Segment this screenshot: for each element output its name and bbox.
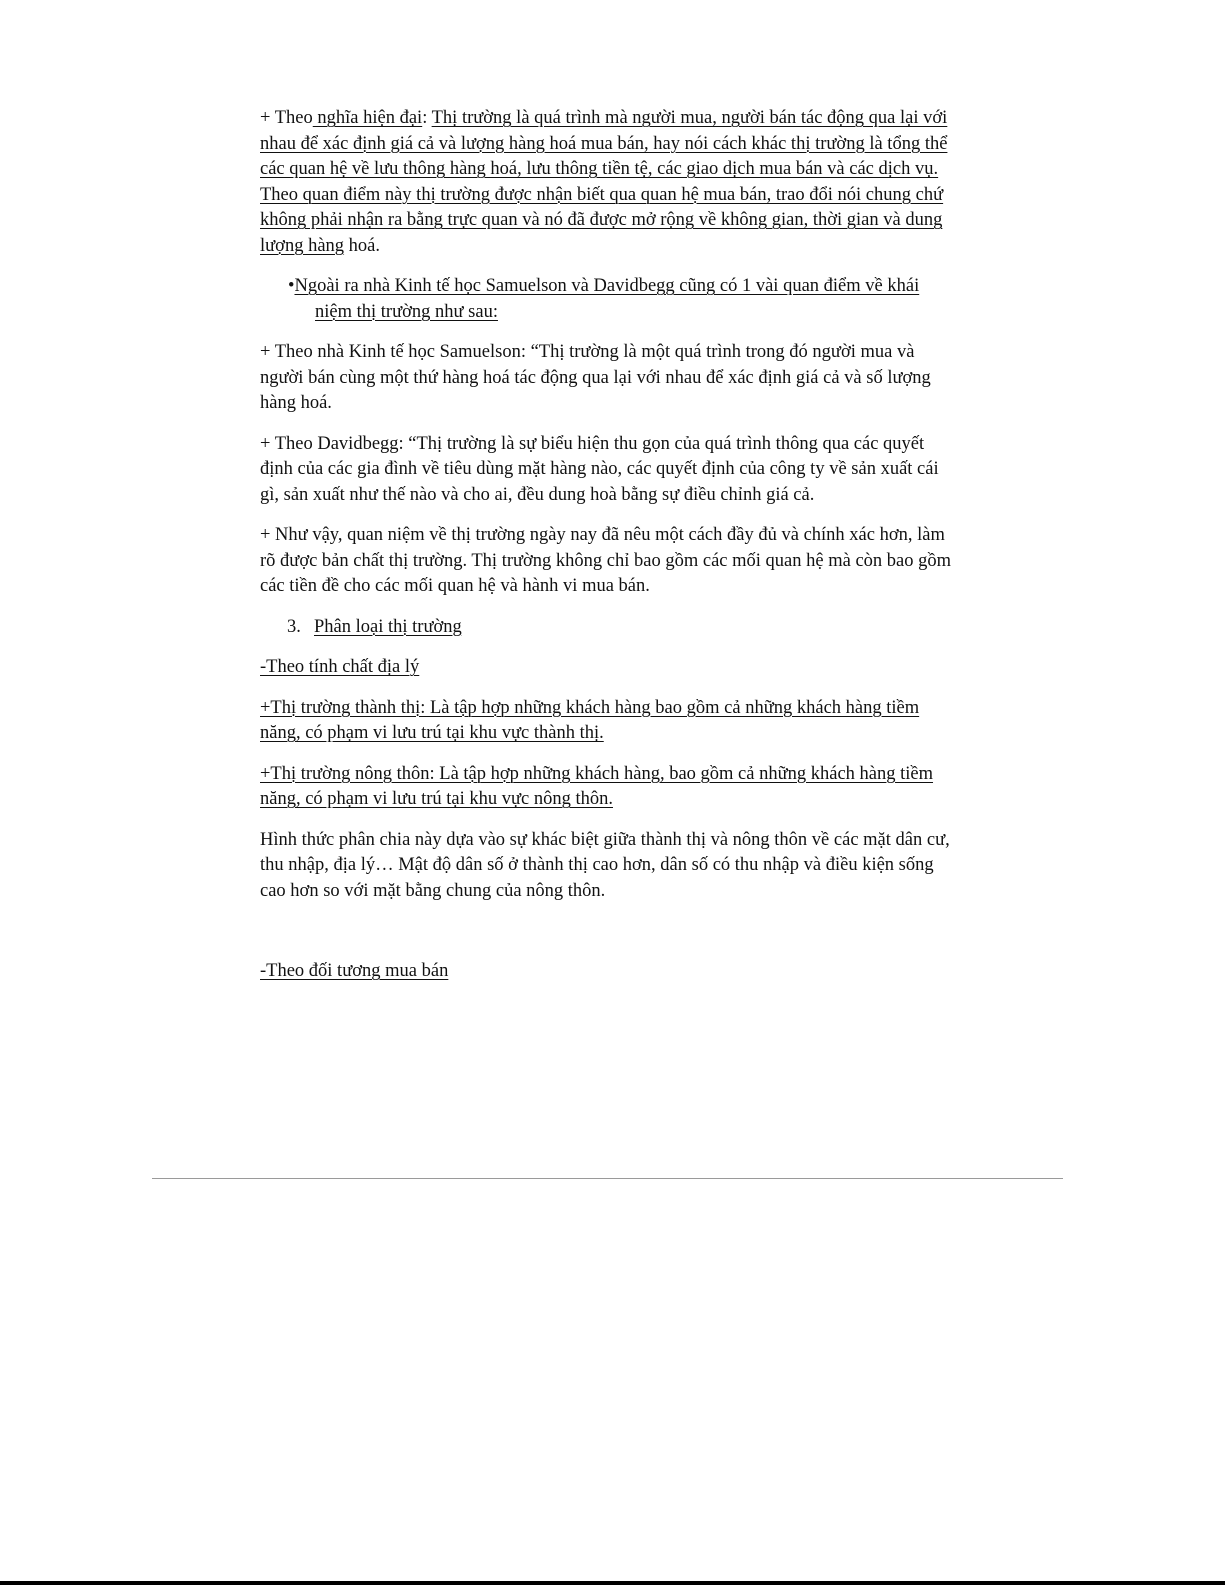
section-number: 3. — [287, 616, 301, 637]
term-colon: : — [422, 108, 432, 128]
paragraph-samuelson: + Theo nhà Kinh tế học Samuelson: “Thị trường là một quá trình trong đó người mua và người bán cùng một thứ hàng hoá tác động qua lại với nhau để xác định giá cả và số lượng hàng hoá. — [260, 342, 931, 413]
section-title: Phân loại thị trường — [314, 616, 462, 637]
bullet-text: Ngoài ra nhà Kinh tế học Samuelson và Davidbegg cũng có 1 vài quan điểm về khái niệm thị trường như sau: — [294, 276, 920, 322]
subheading-geography-text: -Theo tính chất địa lý — [260, 657, 420, 677]
urban-market-text: +Thị trường thành thị: Là tập hợp những khách hàng bao gồm cả những khách hàng tiềm năng, có phạm vi lưu trú tại khu vực thành thị. — [260, 697, 920, 743]
bullet-item-economists — [260, 274, 960, 325]
paragraph-prefix: + Theo — [260, 108, 313, 128]
paragraph-rural-market — [260, 762, 960, 813]
bullet-marker: • — [288, 276, 295, 296]
rural-market-text: +Thị trường nông thôn: Là tập hợp những khách hàng, bao gồm cả những khách hàng tiềm năng, có phạm vi lưu trú tại khu vực nông thôn. — [260, 763, 934, 809]
paragraph-urban-market — [260, 696, 960, 747]
paragraph-davidbegg: + Theo Davidbegg: “Thị trường là sự biểu hiện thu gọn của quá trình thông qua các quyết định của các gia đình về tiêu dùng mặt hàng nào, các quyết định của công ty về sản xuất cái gì, sản xuất như thế nào và cho ai, đều dung hoà bằng sự điều chỉnh giá cả. — [260, 433, 939, 505]
subheading-geography — [260, 655, 960, 681]
paragraph-modern-definition — [260, 106, 960, 259]
subheading-object-text: -Theo đối tương mua bán — [260, 961, 449, 981]
document-body — [260, 106, 960, 1000]
blank-space — [260, 919, 960, 959]
section-heading-classification — [287, 615, 960, 641]
modern-definition-term: nghĩa hiện đại — [312, 108, 423, 128]
paragraph-classification-basis: Hình thức phân chia này dựa vào sự khác biệt giữa thành thị và nông thôn về các mặt dân cư, thu nhập, địa lý… Mật độ dân số ở thành thị cao hơn, dân số có thu nhập và điều kiện sống cao hơn so với mặt bằng chung của nông thôn. — [260, 829, 950, 901]
modern-definition-text: Thị trường là quá trình mà người mua, người bán tác động qua lại với nhau để xác định giá cả và lượng hàng hoá mua bán, hay nói cách khác thị trường là tổng thể các quan hệ về lưu thông hàng hoá, lưu thông tiền tệ, các giao dịch mua bán và các dịch vụ. Theo quan điểm này thị trường được nhận biết qua quan hệ mua bán, trao đổi nói chung chứ không phải nhận ra bằng trực quan và nó đã được mở rộng về không gian, thời gian và dung lượng hàng — [260, 108, 948, 256]
paragraph-conclusion: + Như vậy, quan niệm về thị trường ngày nay đã nêu một cách đầy đủ và chính xác hơn, làm rõ được bản chất thị trường. Thị trường không chỉ bao gồm các mối quan hệ mà còn bao gồm các tiền đề cho các mối quan hệ và hành vi mua bán. — [260, 525, 952, 596]
page-divider — [152, 1178, 1063, 1179]
modern-definition-tail: hoá. — [344, 235, 381, 256]
bottom-border — [0, 1581, 1225, 1585]
subheading-object — [260, 959, 960, 985]
